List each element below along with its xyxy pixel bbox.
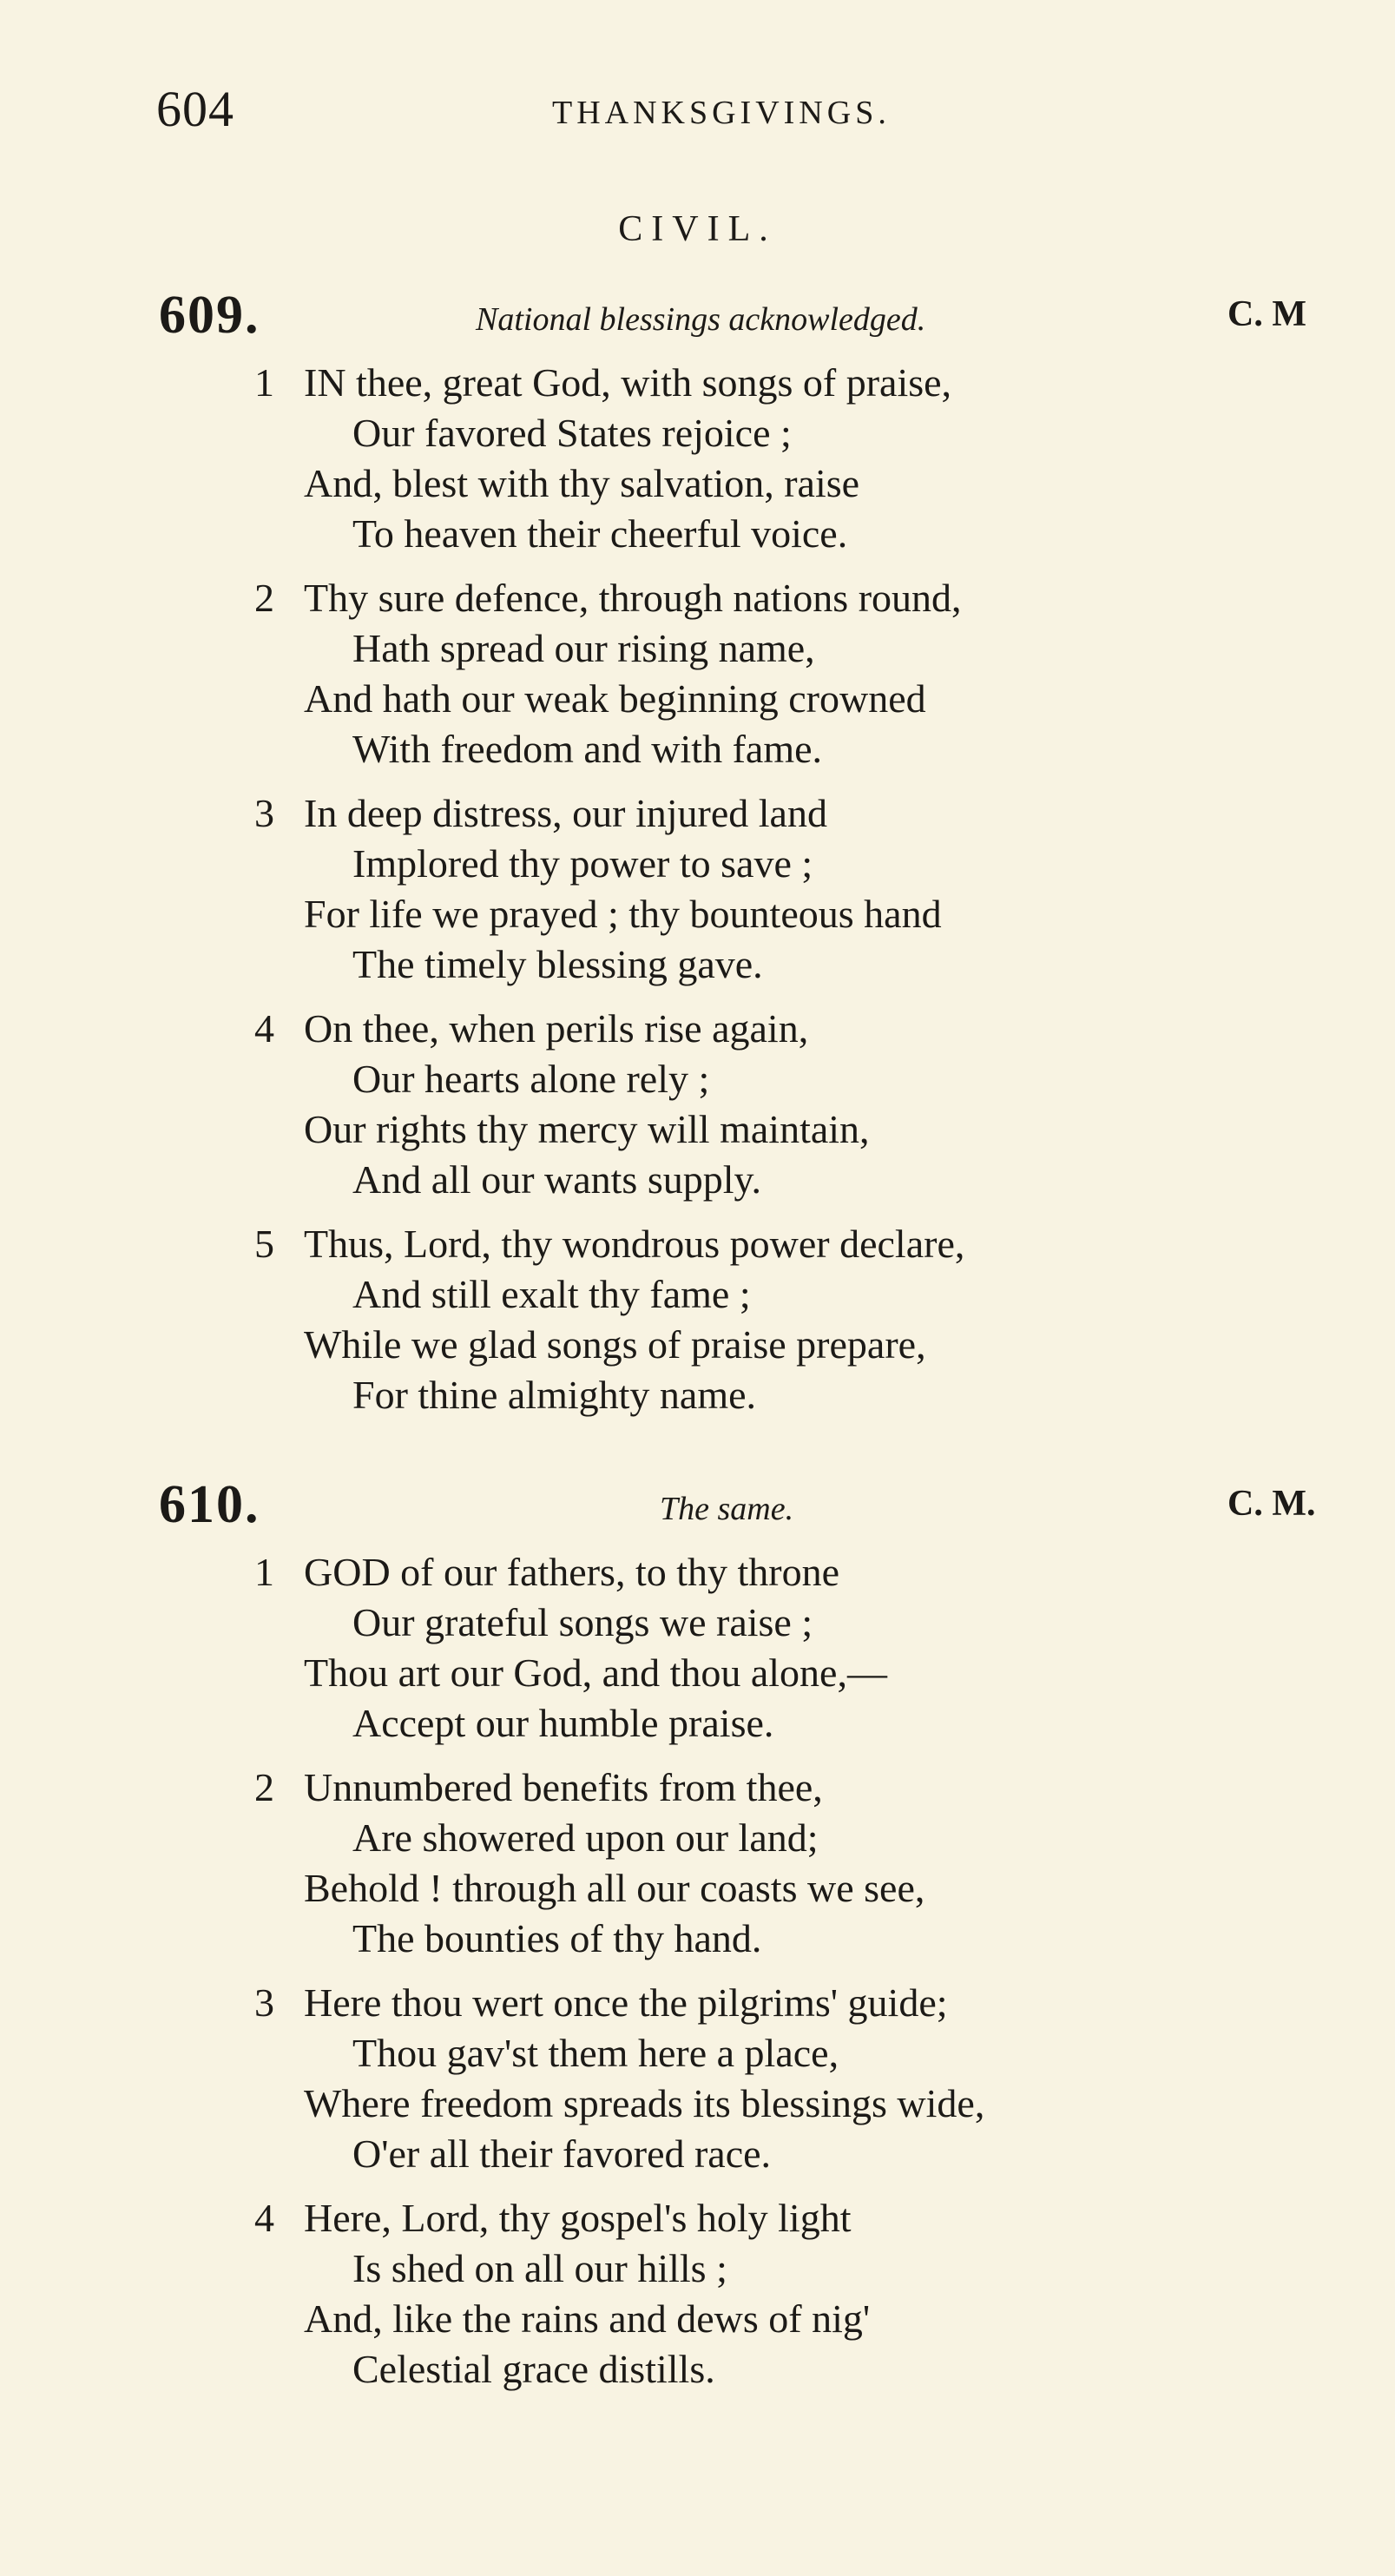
verse-line: Celestial grace distills. — [352, 2347, 715, 2391]
verse-line: The bounties of thy hand. — [352, 1916, 762, 1960]
verse-line: Thou gav'st them here a place, — [352, 2031, 839, 2075]
verse-line: IN thee, great God, with songs of praise, — [304, 360, 952, 405]
stanza-number: 1 — [254, 1550, 274, 1594]
verse-line: GOD of our fathers, to thy throne — [304, 1550, 840, 1594]
verse-line: Our hearts alone rely ; — [352, 1057, 710, 1101]
verse-line: For thine almighty name. — [352, 1373, 757, 1417]
stanza — [0, 788, 1395, 990]
verse-line: And, blest with thy salvation, raise — [304, 461, 860, 505]
hymn-number: 610. — [159, 1475, 260, 1534]
verse-line: Our rights thy mercy will maintain, — [304, 1107, 870, 1151]
hymn-header — [0, 1474, 1395, 1544]
verse-line: And all our wants supply. — [352, 1157, 762, 1202]
stanza — [0, 358, 1395, 559]
stanza-number: 2 — [254, 576, 274, 620]
verse-line: Is shed on all our hills ; — [352, 2246, 727, 2290]
stanza-number: 1 — [254, 360, 274, 405]
hymn-610 — [0, 1474, 1395, 2395]
verse-line: And still exalt thy fame ; — [352, 1272, 751, 1316]
verse-line: The timely blessing gave. — [352, 942, 763, 986]
verse-line: And hath our weak beginning crowned — [304, 676, 926, 721]
hymn-meter: C. M — [1227, 294, 1306, 334]
hymn-subtitle: National blessings acknowledged. — [476, 301, 926, 338]
verse-line: Here, Lord, thy gospel's holy light — [304, 2196, 852, 2240]
verse-line: And, like the rains and dews of nig' — [304, 2296, 871, 2341]
section-title: CIVIL. — [618, 209, 777, 249]
verse-line: Our grateful songs we raise ; — [352, 1600, 813, 1644]
verse-line: Accept our humble praise. — [352, 1701, 774, 1745]
hymn-meter: C. M. — [1227, 1484, 1316, 1524]
stanza — [0, 1004, 1395, 1205]
stanza-number: 2 — [254, 1765, 274, 1809]
verse-line: On thee, when perils rise again, — [304, 1006, 809, 1051]
verse-line: O'er all their favored race. — [352, 2131, 772, 2176]
stanza — [0, 573, 1395, 774]
stanza — [0, 1762, 1395, 1964]
verse-line: Implored thy power to save ; — [352, 841, 813, 886]
stanza-number: 5 — [254, 1222, 274, 1266]
stanza — [0, 2193, 1395, 2395]
stanza — [0, 1219, 1395, 1420]
page-number: 604 — [156, 81, 234, 137]
stanza-number: 3 — [254, 791, 274, 835]
hymn-header — [0, 285, 1395, 354]
verse-line: Are showered upon our land; — [352, 1815, 819, 1860]
stanza-number: 3 — [254, 1980, 274, 2025]
verse-line: Our favored States rejoice ; — [352, 411, 792, 455]
stanza-number: 4 — [254, 1006, 274, 1051]
hymn-subtitle: The same. — [660, 1491, 794, 1527]
verse-line: Thou art our God, and thou alone,— — [304, 1650, 887, 1695]
verse-line: Hath spread our rising name, — [352, 626, 815, 670]
running-head — [156, 80, 1354, 141]
verse-line: In deep distress, our injured land — [304, 791, 827, 835]
verse-line: With freedom and with fame. — [352, 727, 823, 771]
verse-line: Thy sure defence, through nations round, — [304, 576, 962, 620]
stanza — [0, 1978, 1395, 2179]
verse-line: Unnumbered benefits from thee, — [304, 1765, 823, 1809]
verse-line: To heaven their cheerful voice. — [352, 511, 848, 556]
verse-line: Behold ! through all our coasts we see, — [304, 1866, 925, 1910]
verse-line: While we glad songs of praise prepare, — [304, 1322, 926, 1367]
stanza — [0, 1547, 1395, 1749]
verse-line: Thus, Lord, thy wondrous power declare, — [304, 1222, 965, 1266]
hymn-609 — [0, 285, 1395, 1420]
verse-line: Here thou wert once the pilgrims' guide; — [304, 1980, 948, 2025]
running-title: THANKSGIVINGS. — [552, 95, 891, 131]
hymn-number: 609. — [159, 286, 260, 345]
verse-line: Where freedom spreads its blessings wide, — [304, 2081, 985, 2125]
stanza-number: 4 — [254, 2196, 274, 2240]
verse-line: For life we prayed ; thy bounteous hand — [304, 892, 942, 936]
